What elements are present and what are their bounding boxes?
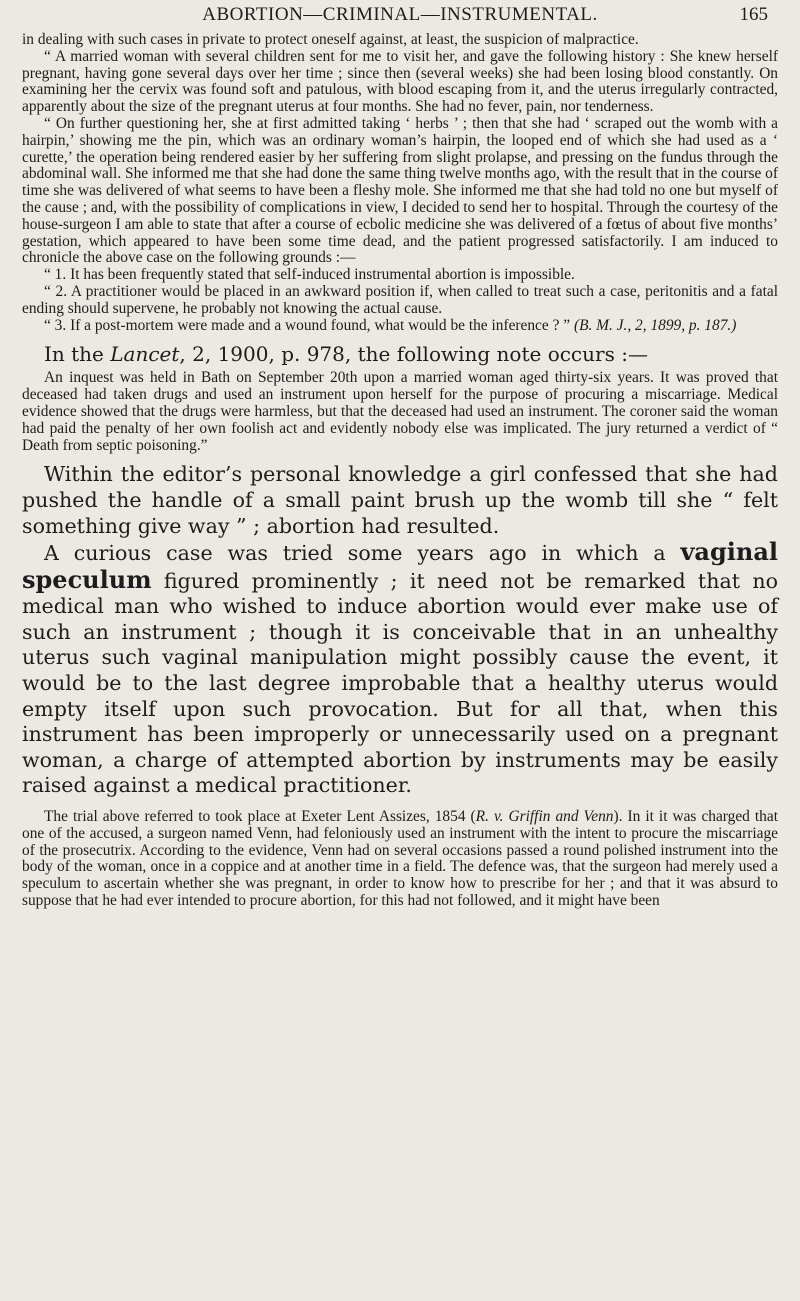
page-header [0, 4, 800, 30]
lancet-prefix: In the [44, 342, 111, 367]
ground-1: “ 1. It has been frequently stated that self-induced instrumental abortion is impossible. [44, 266, 575, 284]
lancet-intro [22, 342, 778, 366]
speculum-text-a: A curious case was tried some years ago in which a [44, 541, 681, 566]
ground-2: “ 2. A practitioner would be placed in an awkward position if, when called to treat such a case, peritonitis and a fatal ending should supervene, he probably not knowing the actual cause. [22, 282, 778, 317]
inquest-report: An inquest was held in Bath on September 20th upon a married woman aged thirty-six years. It was proved that deceased had taken drugs and used an instrument upon herself for the purpose of procuring a miscarriage. Medical evidence showed that the drugs were harmless, but that the deceased had used an instrument. The coroner said the woman had paid the penalty of her own foolish act and evidently nobody else was implicated. The jury returned a verdict of “ Death from septic poisoning.” [22, 369, 778, 454]
quoted-case-questioning: “ On further questioning her, she at first admitted taking ‘ herbs ’ ; then that she had ‘ scraped out the womb with a hairpin,’ showing me the pin, which was an ordinary woman’s hairpin, the looped end of which she had used as a ‘ curette,’ the operation being rendered easier by her suffering from slight prolapse, and pressing on the fundus through the abdominal wall. She informed me that she had done the same thing twelve months ago, with the result that in the course of time she was delivered of what seems to have been a fleshy mole. She informed me that she had told no one but myself of the cause ; and, with the possibility of complications in view, I decided to send her to hospital. Through the courtesy of the house-surgeon I am able to state that after a course of ecbolic medicine she was delivered of a fœtus of about five months’ gestation, which appeared to have been some time dead, and the patient progressed satisfactorily. I am induced to chronicle the above case on the following grounds :— [22, 114, 778, 267]
page-body [22, 32, 778, 910]
citation-bmj: (B. M. J., 2, 1899, p. 187.) [573, 316, 737, 334]
paragraph-continuation: in dealing with such cases in private to protect oneself against, at least, the suspicion of malpractice. [22, 31, 639, 48]
speculum-case [22, 539, 778, 799]
running-head: ABORTION—CRIMINAL—INSTRUMENTAL. [202, 4, 598, 25]
speculum-text-b: figured prominently ; it need not be remarked that no medical man who wished to induce abortion would ever make use of such an instrument ; though it is conceivable that in an unhealthy uterus such vaginal manipulation might possibly cause the event, it would be to the last degree improbable that a healthy uterus would empty itself upon such provocation. But for all that, when this instrument has been improperly or unnecessarily used on a pregnant woman, a charge of attempted abortion by instruments may be easily raised against a medical practitioner. [22, 568, 778, 798]
ground-3 [22, 318, 778, 335]
lancet-rest: , 2, 1900, p. 978, the following note occurs :— [179, 342, 648, 367]
vaginal-speculum-term: vaginal speculum [22, 537, 778, 594]
exeter-text-a: The trial above referred to took place at Exeter Lent Assizes, 1854 ( [44, 808, 476, 826]
case-name: R. v. Griffin and Venn [475, 808, 614, 826]
editor-knowledge: Within the editor’s personal knowledge a girl confessed that she had pushed the handle of a small paint brush up the womb till she “ felt something give way ” ; abortion had resulted. [22, 462, 778, 538]
exeter-text-b: ). In it it was charged that one of the accused, a surgeon named Venn, had feloniously used an instrument with the intent to procure the miscarriage of the prosecutrix. According to the evidence, Venn had on several occasions passed a round polished instrument into the body of the woman, once in a coppice and at another time in a field. The defence was, that the surgeon had merely used a speculum to ascertain whether she was pregnant, in order to know how to prescribe for her ; and that it was absurd to suppose that he had ever intended to procure abortion, for this had not followed, and it might have been [22, 808, 778, 910]
lancet-journal: Lancet [110, 342, 180, 367]
ground-3-text: “ 3. If a post-mortem were made and a wound found, what would be the inference ? ” [44, 316, 574, 334]
page-number: 165 [739, 4, 768, 25]
quoted-case-history: “ A married woman with several children sent for me to visit her, and gave the following history : She knew herself pregnant, having gone several days over her time ; since then (several weeks) she had been losing blood constantly. On examining her the cervix was found soft and patulous, with blood escaping from it, and the uterus irregularly contracted, apparently about the size of the pregnant uterus at four months. She had no fever, pain, nor tenderness. [22, 47, 778, 116]
exeter-trial [22, 809, 778, 910]
